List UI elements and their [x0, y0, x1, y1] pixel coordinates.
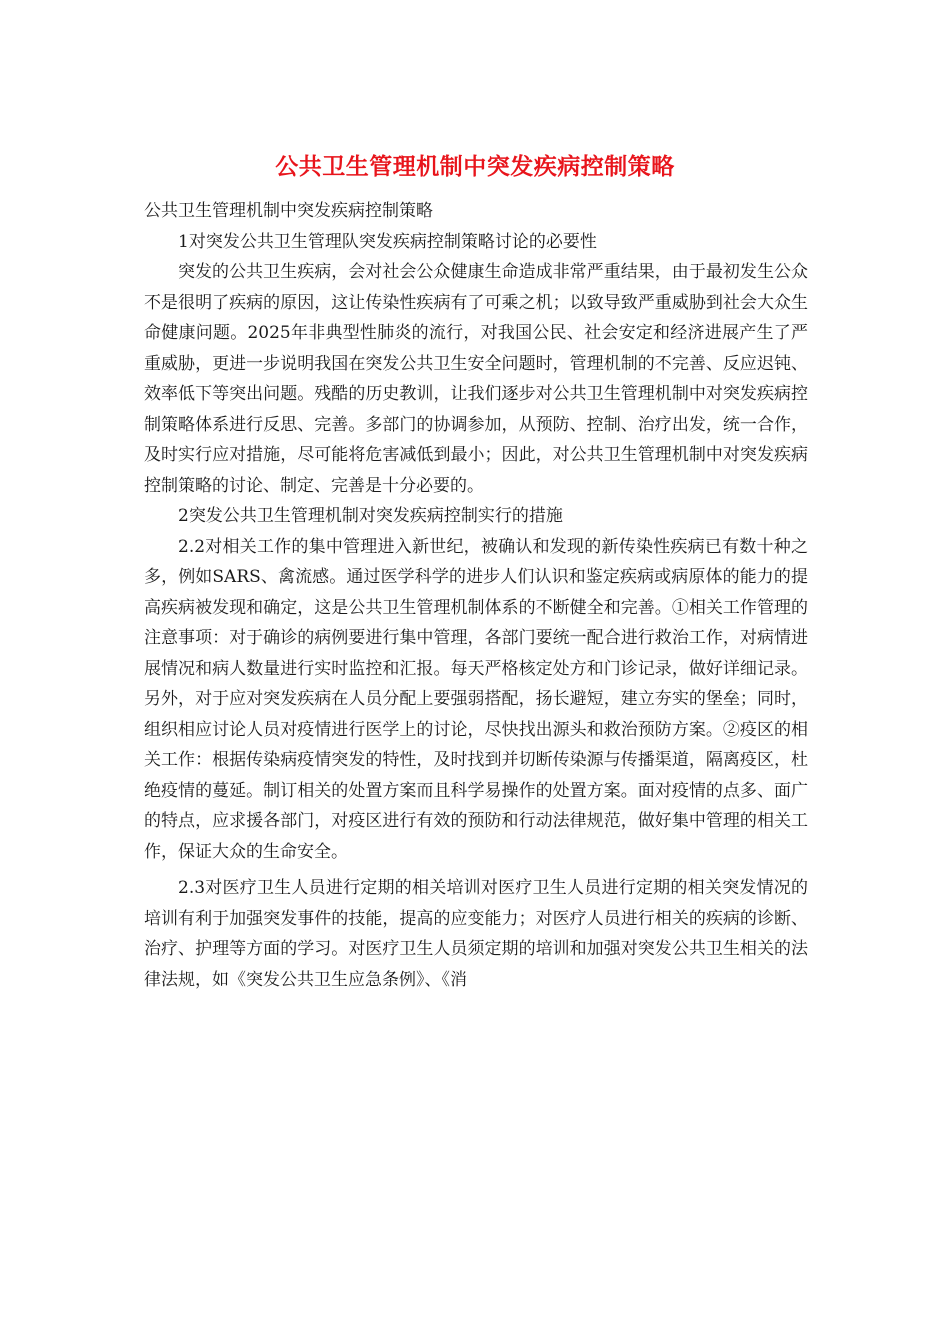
section-heading-1: 1对突发公共卫生管理队突发疾病控制策略讨论的必要性: [178, 231, 597, 252]
section-heading-2: 2突发公共卫生管理机制对突发疾病控制实行的措施: [178, 506, 563, 526]
paragraph-1: 突发的公共卫生疾病，会对社会公众健康生命造成非常严重结果，由于最初发生公众不是很明了疾病的原因，这让传染性疾病有了可乘之机；以致导致严重威胁到社会大众生命健康问题。2025年非典型性肺炎的流行，对我国公民、社会安定和经济进展产生了严重威胁，更进一步说明我国在突发公共卫生安全问题时，管理机制的不完善、反应迟钝、效率低下等突出问题。残酷的历史教训，让我们逐步对公共卫生管理机制中对突发疾病控制策略体系进行反思、完善。多部门的协调参加，从预防、控制、治疗出发，统一合作，及时实行应对措施，尽可能将危害减低到最小；因此，对公共卫生管理机制中对突发疾病控制策略的讨论、制定、完善是十分必要的。: [144, 262, 808, 496]
paragraph-2-3: 2.3对医疗卫生人员进行定期的相关培训对医疗卫生人员进行定期的相关突发情况的培训有利于加强突发事件的技能，提高的应变能力；对医疗人员进行相关的疾病的诊断、治疗、护理等方面的学习。对医疗卫生人员须定期的培训和加强对突发公共卫生相关的法律法规，如《突发公共卫生应急条例》、《消: [144, 878, 808, 990]
paragraph-2-2: 2.2对相关工作的集中管理进入新世纪，被确认和发现的新传染性疾病已有数十种之多，例如SARS、禽流感。通过医学科学的进步人们认识和鉴定疾病或病原体的能力的提高疾病被发现和确定，这是公共卫生管理机制体系的不断健全和完善。①相关工作管理的注意事项：对于确诊的病例要进行集中管理，各部门要统一配合进行救治工作，对病情进展情况和病人数量进行实时监控和汇报。每天严格核定处方和门诊记录，做好详细记录。另外，对于应对突发疾病在人员分配上要强弱搭配，扬长避短，建立夯实的堡垒；同时，组织相应讨论人员对疫情进行医学上的讨论，尽快找出源头和救治预防方案。②疫区的相关工作：根据传染病疫情突发的特性，及时找到并切断传染源与传播渠道，隔离疫区，杜绝疫情的蔓延。制订相关的处置方案而且科学易操作的处置方案。面对疫情的点多、面广的特点，应求援各部门，对疫区进行有效的预防和行动法律规范，做好集中管理的相关工作，保证大众的生命安全。: [144, 536, 808, 862]
subtitle-line: 公共卫生管理机制中突发疾病控制策略: [144, 201, 433, 221]
document-title: 公共卫生管理机制中突发疾病控制策略: [275, 153, 675, 180]
document-body: [144, 196, 808, 995]
